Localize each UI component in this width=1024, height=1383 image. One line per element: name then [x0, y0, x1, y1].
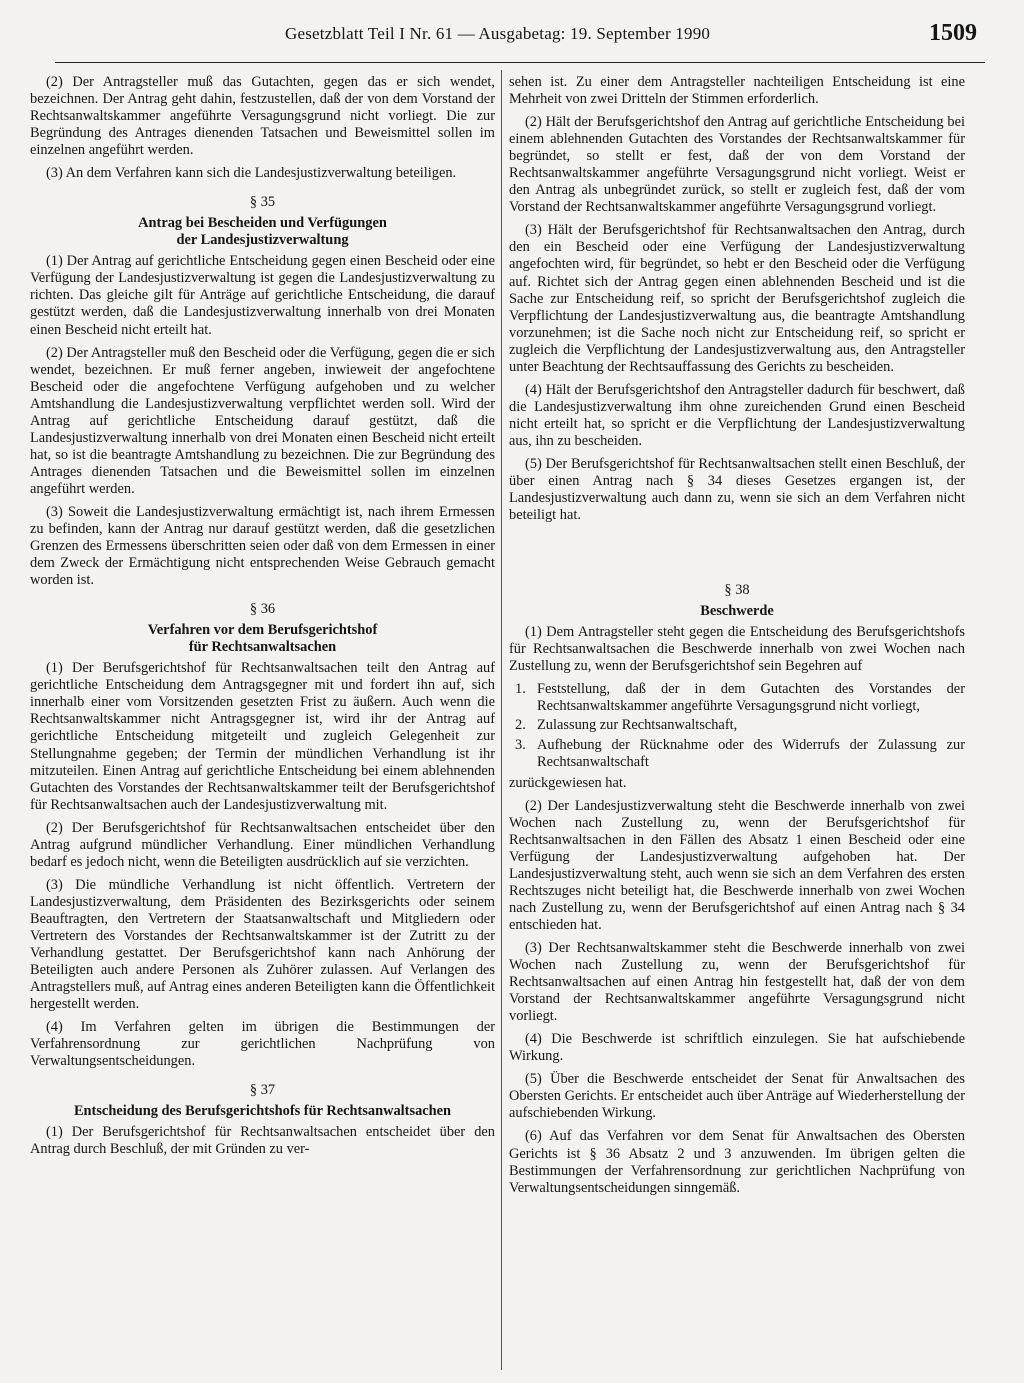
section-35-number: § 35 — [249, 194, 276, 211]
list-item — [509, 681, 965, 715]
paragraph-35-1: (1) Der Antrag auf gerichtliche Entscheidung gegen einen Bescheid oder eine Verfügung der Landesjustizverwaltung ist gegen die Landesjustizverwaltung zu richten. Das gleiche gilt für Anträge auf gerichtliche Entscheidung, die darauf gestützt werden, daß die Landesjustizverwaltung innerhalb von drei Monaten einen Bescheid nicht erteilt hat. — [30, 253, 495, 338]
section-37-number: § 37 — [249, 1082, 276, 1099]
paragraph-38-6: (6) Auf das Verfahren vor dem Senat für Anwaltsachen des Obersten Gerichts ist § 36 Absatz 2 und 3 anzuwenden. Im übrigen gelten die Bestimmungen der Verfahrensordnung zur gerichtlichen Nachprüfung von Verwaltungsentscheidungen sinngemäß. — [509, 1128, 965, 1196]
section-38-list — [509, 681, 965, 770]
column-divider — [501, 70, 502, 1370]
paragraph-38-4: (4) Die Beschwerde ist schriftlich einzulegen. Sie hat aufschiebende Wirkung. — [509, 1031, 965, 1065]
paragraph-38-1-end: zurückgewiesen hat. — [509, 774, 627, 791]
paragraph-36-4: (4) Im Verfahren gelten im übrigen die Bestimmungen der Verfahrensordnung zur gerichtlichen Nachprüfung von Verwaltungsentscheidungen. — [30, 1019, 495, 1070]
page-number: 1509 — [929, 20, 977, 46]
list-item-text: Feststellung, daß der in dem Gutachten des Vorstandes der Rechtsanwaltskammer angeführte Versagungsgrund nicht vorliegt, — [537, 681, 965, 715]
section-36-title-line-1: Verfahren vor dem Berufsgerichtshof — [147, 622, 378, 639]
paragraph-38-2: (2) Der Landesjustizverwaltung steht die Beschwerde innerhalb von zwei Wochen nach Zustellung zu, wenn der Berufsgerichtshof für Rechtsanwaltsachen in den Fällen des Absatz 1 einen Bescheid oder eine Verfügung der Landesjustizverwaltung aufgehoben hat. Der Landesjustizverwaltung steht, auch wenn sie sich an dem Verfahren des ersten Rechtszuges nicht beteiligt hat, die Beschwerde innerhalb von zwei Wochen nach Zustellung zu, wenn der Berufsgerichtshof auf einen Antrag nach § 34 entschieden hat. — [509, 797, 965, 933]
paragraph-36-3: (3) Die mündliche Verhandlung ist nicht öffentlich. Vertretern der Landesjustizverwaltung, dem Präsidenten des Bezirksgerichts oder seinem Beauftragten, den Vertretern der Staatsanwaltschaft und Mitgliedern oder Vertretern des Vorstandes der Rechtsanwaltskammer ist der Zutritt zu der Verhandlung gestattet. Der Berufsgerichtshof kann nach Anhörung der Beteiligten auch andere Personen als Zuhörer zulassen. Auf Verlangen des Antragstellers muß, auf Antrag eines anderen Beteiligten kann die Öffentlichkeit hergestellt werden. — [30, 876, 495, 1013]
section-37-title: Entscheidung des Berufsgerichtshofs für Rechtsanwaltsachen — [73, 1103, 452, 1120]
paragraph-37-4: (4) Hält der Berufsgerichtshof den Antragsteller dadurch für beschwert, daß die Landesjustizverwaltung ihm ohne zureichenden Grund einen Bescheid nicht erteilt hat, so spricht er die Verpflichtung der Landesjustizverwaltung aus, ihn zu bescheiden. — [509, 381, 965, 449]
paragraph-36-2: (2) Der Berufsgerichtshof für Rechtsanwaltsachen entscheidet über den Antrag aufgrund mündlicher Verhandlung. Einer mündlichen Verhandlung bedarf es jedoch nicht, wenn die Beteiligten ausdrücklich auf sie verzichten. — [30, 819, 495, 870]
section-36-title-line-2: für Rechtsanwaltsachen — [188, 639, 337, 656]
list-item-text: Zulassung zur Rechtsanwaltschaft, — [537, 717, 738, 734]
left-column — [30, 74, 495, 1164]
paragraph-37-1-continued: sehen ist. Zu einer dem Antragsteller nachteiligen Entscheidung ist eine Mehrheit von zwei Dritteln der Stimmen erforderlich. — [509, 74, 965, 108]
list-item — [509, 737, 965, 771]
paragraph-35-2: (2) Der Antragsteller muß den Bescheid oder die Verfügung, gegen die er sich wendet, bezeichnen. Er muß ferner angeben, inwieweit der angefochtene Bescheid oder die angefochtene Verfügung aufgehoben und zu welcher Amtshandlung die Landesjustizverwaltung verpflichtet werden soll. Wird der Antrag auf gerichtliche Entscheidung darauf gestützt, daß die Landesjustizverwaltung innerhalb von drei Monaten einen Bescheid nicht erteilt hat, so ist die beantragte Amtshandlung zu bezeichnen. Die zur Begründung des Antrages dienenden Tatsachen und die Beweismittel sollen im einzelnen angeführt werden. — [30, 344, 495, 497]
section-36-number: § 36 — [249, 601, 276, 618]
paragraph-37-2: (2) Hält der Berufsgerichtshof den Antrag auf gerichtliche Entscheidung bei einem ablehnenden Gutachten des Vorstandes der Rechtsanwaltskammer für begründet, so stellt er fest, daß der von dem Vorstand der Rechtsanwaltskammer angeführte Versagungsgrund nicht vorliegt. Weist er den Antrag als unbegründet zurück, so stellt er zugleich fest, daß der vom Vorstand der Rechtsanwaltskammer angeführte Versagungsgrund vorliegt. — [509, 114, 965, 216]
header-title: Gesetzblatt Teil I Nr. 61 — Ausgabetag: 19. September 1990 — [285, 24, 711, 43]
right-column — [509, 74, 965, 1203]
paragraph-37-5: (5) Der Berufsgerichtshof für Rechtsanwaltsachen stellt einen Beschluß, der über einen Antrag nach § 34 dieses Gesetzes ergangen ist, der Landesjustizverwaltung auch dann zu, wenn sie sich an dem Verfahren nicht beteiligt hat. — [509, 455, 965, 524]
paragraph-36-1: (1) Der Berufsgerichtshof für Rechtsanwaltsachen teilt den Antrag auf gerichtliche Entscheidung dem Antragsgegner mit und fordert ihn auf, sich innerhalb einer vom Vorsitzenden gesetzten Frist zu äußern. Auch wenn die Rechtsanwaltskammer nicht Antragsgegner ist, wird ihr der Antrag auf gerichtliche Entscheidung mitgeteilt und zugleich Gelegenheit zur Stellungnahme gegeben; der Termin der mündlichen Verhandlung ist ihr mitzuteilen. Einen Antrag auf gerichtliche Entscheidung bei einem ablehnenden Gutachten des Vorstandes der Rechtsanwaltskammer teilt der Berufsgerichtshof für Rechtsanwaltsachen auch der Landesjustizverwaltung mit. — [30, 660, 495, 813]
section-38-number: § 38 — [724, 582, 750, 599]
list-item-number: 3. — [515, 736, 526, 753]
page-header — [55, 18, 985, 63]
paragraph-38-3: (3) Der Rechtsanwaltskammer steht die Beschwerde innerhalb von zwei Wochen nach Zustellung zu, wenn der Berufsgerichtshof für Rechtsanwaltsachen auf einen Antrag hin festgestellt hat, daß der von dem Vorstand der Rechtsanwaltskammer angeführte Versagungsgrund nicht vorliegt. — [509, 940, 965, 1025]
section-36-title — [30, 622, 495, 656]
section-spacer — [509, 530, 965, 570]
paragraph-37-1: (1) Der Berufsgerichtshof für Rechtsanwaltsachen entscheidet über den Antrag durch Beschluß, der mit Gründen zu ver- — [30, 1124, 495, 1158]
paragraph-38-1: (1) Dem Antragsteller steht gegen die Entscheidung des Berufsgerichtshofs für Rechtsanwaltsachen die Beschwerde innerhalb von zwei Wochen nach Zustellung zu, wenn der Berufsgerichtshof sein Begehren auf — [509, 624, 965, 675]
list-item-number: 1. — [515, 681, 526, 698]
section-35-title-line-2: der Landesjustizverwaltung — [176, 232, 349, 249]
section-35-title-line-1: Antrag bei Bescheiden und Verfügungen — [138, 215, 387, 232]
section-35-title — [30, 215, 495, 249]
paragraph-38-5: (5) Über die Beschwerde entscheidet der Senat für Anwaltsachen des Obersten Gerichts. Er entscheidet auch über Anträge auf Wiederherstellung der aufschiebenden Wirkung. — [509, 1071, 965, 1122]
section-38-title: Beschwerde — [700, 603, 774, 620]
list-item-number: 2. — [515, 717, 526, 734]
list-item — [509, 717, 965, 734]
paragraph-35-3: (3) Soweit die Landesjustizverwaltung ermächtigt ist, nach ihrem Ermessen zu befinden, kann der Antrag nur darauf gestützt werden, daß die gesetzlichen Grenzen des Ermessens überschritten seien oder daß von dem Ermessen in einer dem Zweck der Ermächtigung nicht entsprechenden Weise Gebrauch gemacht worden ist. — [30, 503, 495, 589]
paragraph-34-3: (3) An dem Verfahren kann sich die Landesjustizverwaltung beteiligen. — [46, 165, 457, 182]
paragraph-37-3: (3) Hält der Berufsgerichtshof für Rechtsanwaltsachen den Antrag, durch den ein Bescheid oder eine Verfügung der Landesjustizverwaltung angefochten wird, für begründet, so hebt er den Bescheid oder die Verfügung auf. Richtet sich der Antrag gegen einen ablehnenden Bescheid und ist die Sache zur Entscheidung reif, so spricht der Berufsgerichtshof zugleich die Verpflichtung der Landesjustizverwaltung aus, die beantragte Amtshandlung vorzunehmen; ist die Sache noch nicht zur Entscheidung reif, so spricht er zugleich die Verpflichtung der Landesjustizverwaltung aus, den Antragsteller unter Beachtung der Rechtsauffassung des Gerichts zu bescheiden. — [509, 222, 965, 375]
paragraph-34-2: (2) Der Antragsteller muß das Gutachten, gegen das er sich wendet, bezeichnen. Der Antrag geht dahin, festzustellen, daß der von dem Vorstand der Rechtsanwaltskammer angeführte Versagungsgrund nicht vorliegt. Die zur Begründung des Antrages dienenden Tatsachen und Beweismittel sollen im einzelnen angeführt werden. — [30, 74, 495, 159]
list-item-text: Aufhebung der Rücknahme oder des Widerrufs der Zulassung zur Rechtsanwaltschaft — [537, 736, 965, 770]
